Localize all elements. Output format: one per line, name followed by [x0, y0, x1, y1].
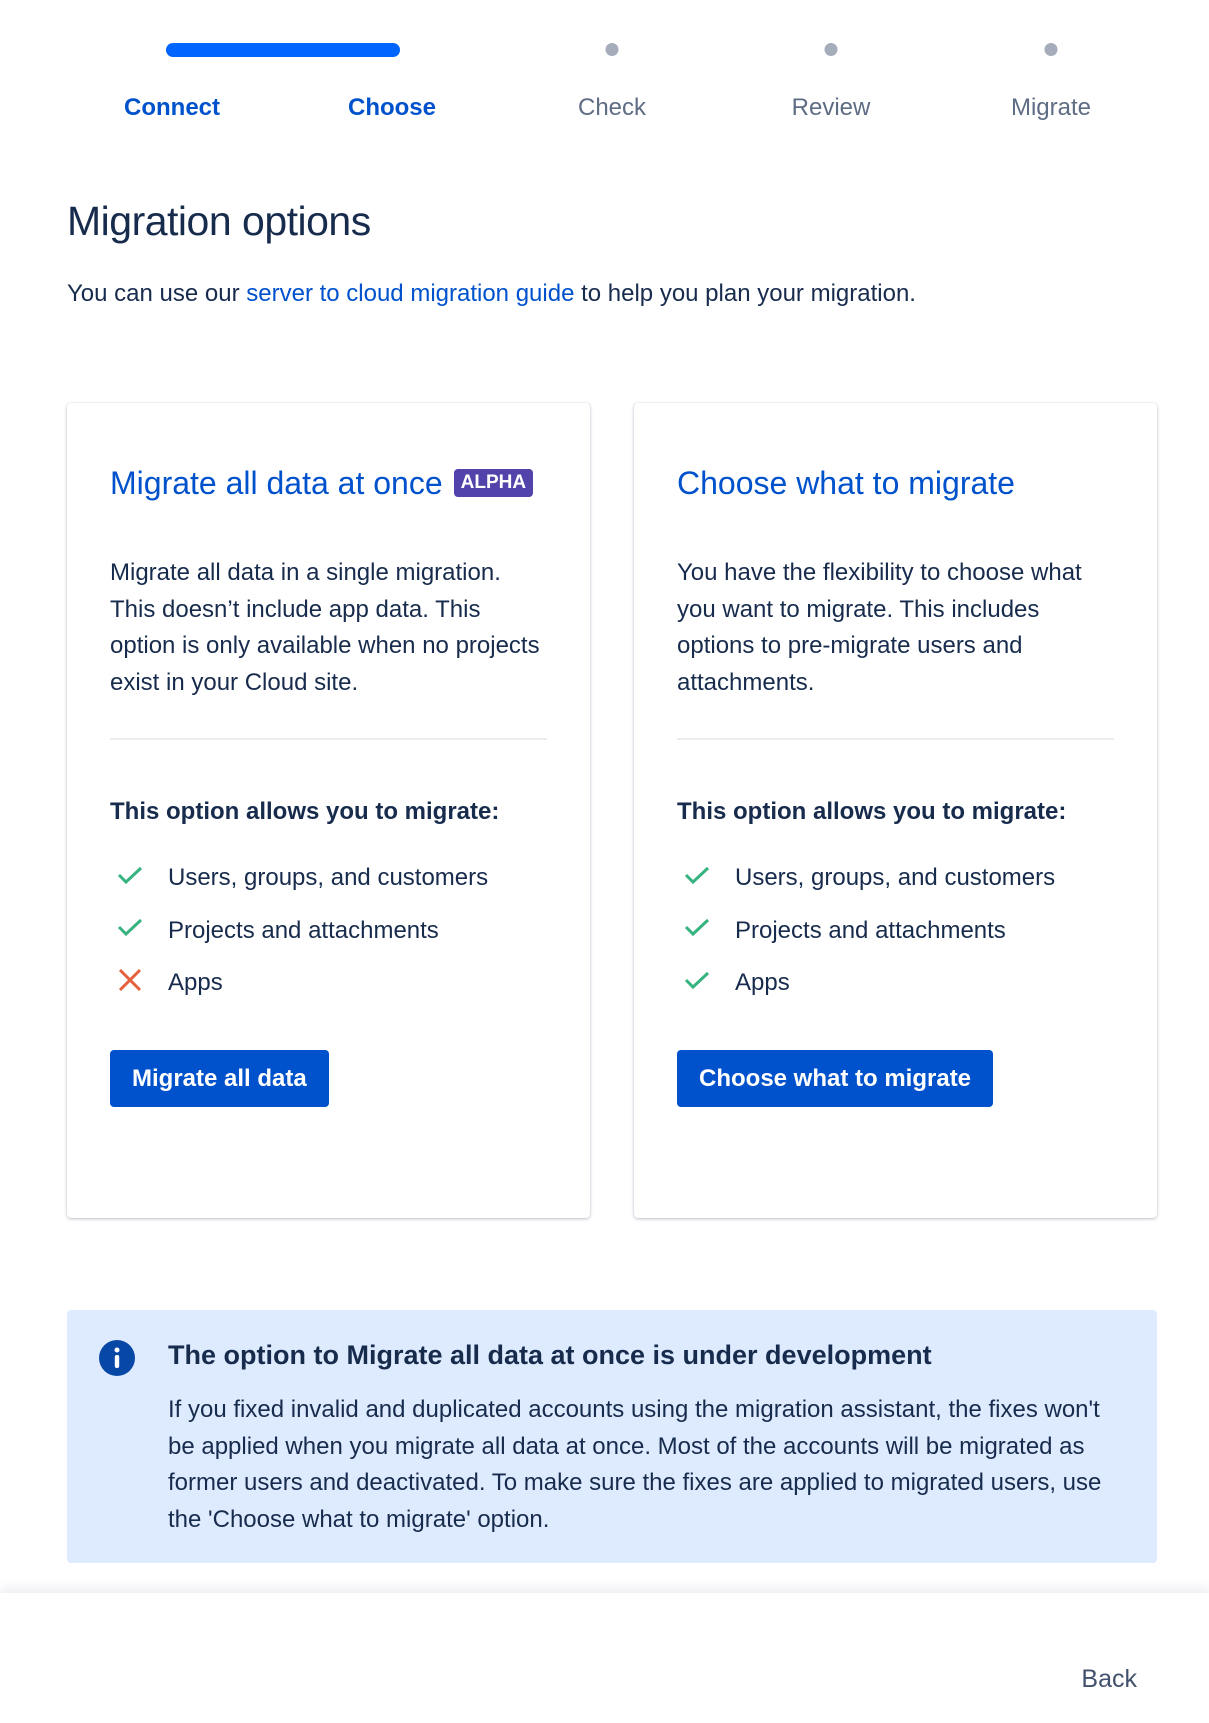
- page-title: Migration options: [67, 198, 371, 244]
- step-dot: [825, 43, 838, 56]
- list-item: [110, 905, 547, 958]
- check-icon: [677, 864, 735, 893]
- feature-list: [677, 852, 1114, 1010]
- intro-after: to help you plan your migration.: [574, 280, 916, 307]
- card-title: Migrate all data at once: [110, 464, 443, 501]
- item-label: Projects and attachments: [735, 916, 1006, 944]
- check-icon: [110, 864, 168, 893]
- step-dot: [1045, 43, 1058, 56]
- info-banner: [67, 1310, 1157, 1563]
- info-icon: [99, 1340, 135, 1381]
- card-description: Migrate all data in a single migration. This doesn’t include app data. This option is only available when no projects exist in your Cloud site.: [110, 559, 540, 696]
- list-item: [110, 957, 547, 1010]
- item-label: Users, groups, and customers: [735, 864, 1056, 892]
- card-migrate-all: [67, 403, 590, 1218]
- check-icon: [110, 916, 168, 945]
- step-migrate: [941, 0, 1161, 140]
- step-dot: [606, 43, 619, 56]
- migrate-all-data-button[interactable]: Migrate all data: [110, 1050, 329, 1107]
- list-item: [677, 957, 1114, 1010]
- item-label: Apps: [168, 969, 223, 997]
- intro-text: [67, 280, 916, 308]
- card-title: Choose what to migrate: [677, 464, 1015, 501]
- step-check: [502, 0, 722, 140]
- info-body: If you fixed invalid and duplicated accounts using the migration assistant, the fixes won't be applied when you migrate all data at once. Most of the accounts will be migrated as former users and deactivated. To make sure the fixes are applied to migrated users, use the 'Choose what to migrate' option.: [168, 1396, 1102, 1533]
- list-item: [677, 905, 1114, 958]
- step-label: Choose: [347, 94, 436, 121]
- step-label: Connect: [124, 94, 220, 121]
- step-review: [721, 0, 941, 140]
- feature-list: [110, 852, 547, 1010]
- list-item: [110, 852, 547, 905]
- back-button[interactable]: Back: [1081, 1665, 1137, 1693]
- step-connect: [62, 0, 282, 140]
- check-icon: [677, 969, 735, 998]
- step-label: Review: [791, 94, 871, 121]
- item-label: Users, groups, and customers: [168, 864, 489, 892]
- divider: [110, 738, 547, 740]
- step-choose: [282, 0, 502, 140]
- allows-heading: This option allows you to migrate:: [677, 798, 1067, 825]
- item-label: Projects and attachments: [168, 916, 439, 944]
- footer: [0, 1593, 1209, 1723]
- migration-guide-link[interactable]: server to cloud migration guide: [246, 280, 575, 307]
- alpha-badge: ALPHA: [454, 469, 533, 497]
- allows-heading: This option allows you to migrate:: [110, 798, 500, 825]
- progress-tracker: [0, 0, 1209, 140]
- card-description: You have the flexibility to choose what you want to migrate. This includes options to pre-migrate users and attachments.: [677, 559, 1082, 696]
- item-label: Apps: [735, 969, 790, 997]
- step-label: Migrate: [1010, 94, 1092, 121]
- intro-before: You can use our: [67, 280, 247, 307]
- divider: [677, 738, 1114, 740]
- list-item: [677, 852, 1114, 905]
- info-title: The option to Migrate all data at once is under development: [168, 1340, 932, 1370]
- check-icon: [677, 916, 735, 945]
- choose-what-to-migrate-button[interactable]: Choose what to migrate: [677, 1050, 993, 1107]
- card-choose-what: [634, 403, 1157, 1218]
- step-label: Check: [577, 94, 647, 121]
- cross-icon: [110, 968, 168, 999]
